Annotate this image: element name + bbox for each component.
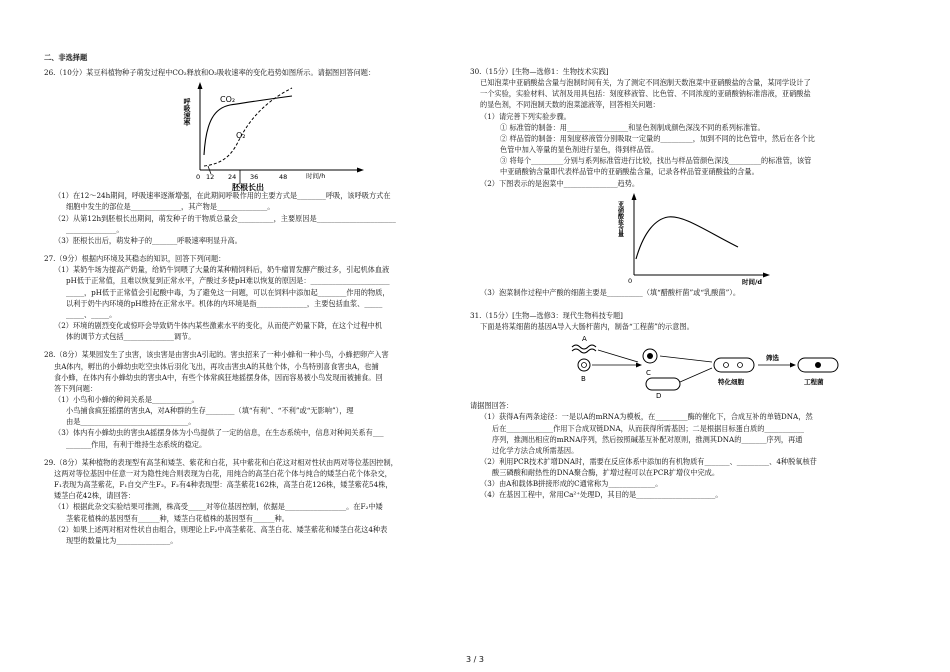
q30-line: ② 样品管的制备：用刻度移液管分别吸取一定量的_________，加到不同的比色管中，然后在各个比 xyxy=(500,133,815,143)
engineering-diagram xyxy=(570,332,870,400)
arrow-c-to-cell xyxy=(660,356,712,362)
q26-part3: （3）胚根长出后，萌发种子的_______呼吸速率明显升高。 xyxy=(54,235,242,245)
screening-label: 筛选 xyxy=(766,354,779,363)
q30-line: 已知泡菜中亚硝酸盐含量与泡制时间有关，为了测定不同泡制天数泡菜中亚硝酸盐的含量，某同学设计了 xyxy=(480,78,811,88)
special-cell-plasmid xyxy=(724,363,729,368)
co2-curve xyxy=(204,96,292,155)
section-title: 二、非选择题 xyxy=(44,53,88,62)
q26-figure xyxy=(44,78,462,193)
q28-line: 虫A体内，孵出的小蜂幼虫吃空虫体后羽化飞出，再攻击害虫A的其他个体，小鸟特别喜食害虫A，也捕 xyxy=(54,361,379,371)
nitrite-curve xyxy=(636,217,738,259)
q26-part1-line2: 细胞中发生的部位是______________，其产物是______________。 xyxy=(66,202,275,212)
recombinant-plasmid-c-insert xyxy=(647,353,653,359)
tick-12: 12 xyxy=(206,173,215,182)
right-column xyxy=(470,66,892,501)
question-28 xyxy=(44,349,462,449)
label-c: C xyxy=(646,369,651,378)
arrowhead xyxy=(636,363,642,368)
tick-24: 24 xyxy=(228,173,237,182)
q28-line: _______作用，有利于维持生态系统的稳定。 xyxy=(66,439,207,449)
x-axis-label: 时间/d xyxy=(742,277,763,286)
q30-line: 色管中加入等量的显色剂进行显色，得到样品管。 xyxy=(500,145,659,155)
y-axis-label: 亚硝酸盐含量 xyxy=(616,200,624,237)
q29-line: （1）根据此杂交实验结果可推测，株高受_____对等位基因控制，依据是_________________。在F₂中矮 xyxy=(54,502,383,512)
left-column xyxy=(44,52,462,546)
q27-line: 以利于奶牛内环境的pH维持在正常水平。机体的内环境是指______________，主要包括血浆、_____ xyxy=(66,298,383,308)
ecoli-d-icon xyxy=(646,378,680,390)
x-axis-arrow xyxy=(763,272,770,277)
label-a: A xyxy=(582,335,587,344)
q26-part2-line1: （2）从第12h到胚根长出期间，萌发种子的干物质总量会__________，主要原因是______________________ xyxy=(54,213,396,223)
page-number: 3 / 3 xyxy=(466,655,484,664)
q31-line: 31.（15分）[生物—选修3：现代生物科技专题] xyxy=(470,310,623,320)
tick-48: 48 xyxy=(279,173,288,182)
question-30 xyxy=(470,66,892,298)
q30-line: 一个实验，实验材料、试剂及用具包括：刻度移液管、比色管、不同浓度的亚硝酸钠标准溶液，亚硝酸盐 xyxy=(480,89,811,99)
special-cell-plasmid-2 xyxy=(738,363,743,368)
plasmid-b-icon xyxy=(578,359,590,371)
q27-line: _____、_____。 xyxy=(66,309,117,319)
gene-a-strand xyxy=(572,345,596,349)
q30-line: ③ 将每个_________分别与系列标准管进行比较，找出与样品管颜色深浅_________的标准管，该管 xyxy=(500,156,812,166)
q28-line: 小鸟捕食疯狂摇摆的害虫A，对A种群的生存________（填“有利”、“不利”或“无影响”），理 xyxy=(66,406,354,416)
x-axis-arrow xyxy=(357,168,364,173)
special-cell-label: 特化细胞 xyxy=(718,378,744,387)
q31-line: （3）由A和载体B拼接形成的C通常称为_____________。 xyxy=(480,479,663,489)
y-axis-arrow xyxy=(198,82,203,89)
q29-line: 这两对等位基因中任意一对为隐性纯合则表现为白花，用纯合的高茎白花个体与纯合的矮茎白花个体杂交， xyxy=(54,468,392,478)
q29-line: F₁表现为高茎紫花，F₁自交产生F₂，F₂有4种表现型：高茎紫花162株，高茎白花126株，矮茎紫花54株， xyxy=(54,480,393,490)
co2-label: CO₂ xyxy=(220,95,236,105)
q31-line: 下面是将某细菌的基因A导入大肠杆菌内，制备“工程菌”的示意图。 xyxy=(480,322,694,332)
q28-line: （3）体内有小蜂幼虫的害虫A摇摆身体为小鸟提供了一定的信息，在生态系统中，信息对种间关系有___ xyxy=(54,428,384,438)
q29-line: 29.（8分）某种植物的表现型有高茎和矮茎、紫花和白花，其中紫花和白花这对相对性状由两对等位基因控制， xyxy=(44,457,398,467)
q29-line: 现型的数量比为_______________。 xyxy=(66,535,178,545)
q31-line: 序列，推测出相应的mRNA序列，然后按照碱基互补配对原则，推测其DNA的_______序列，再通 xyxy=(492,434,803,444)
q31-line: （4）在基因工程中，常用Ca²⁺处理D，其目的是______________________。 xyxy=(480,490,723,500)
q31-figure xyxy=(470,332,892,400)
q27-line: （2）环境的剧烈变化或惊吓会导致奶牛体内某些激素水平的变化，从而使产奶量下降，在这个过程中机 xyxy=(54,321,383,331)
q27-line: 27.（9分）根据内环境及其稳态的知识，回答下列问题： xyxy=(44,254,226,264)
q30-line: 30.（15分）[生物—选修1：生物技术实践] xyxy=(470,67,609,76)
q29-line: 茎紫花植株的基因型有______种，矮茎白花植株的基因型有______种。 xyxy=(66,513,289,523)
o2-label: O₂ xyxy=(236,131,246,141)
q30-line: （3）泡菜制作过程中产酸的细菌主要是__________（填“醋酸杆菌”或“乳酸菌”）。 xyxy=(480,287,741,297)
q28-line: 食小蜂，在体内有小蜂幼虫的害虫A中，有些个体常疯狂地摇摆身体，因而容易被小鸟发现而被捕食。回 xyxy=(54,372,383,382)
q30-line: （2）下图表示的是泡菜中_______________趋势。 xyxy=(480,178,640,188)
arrow-a-to-c xyxy=(598,350,638,362)
root-emergence-label: 胚根长出 xyxy=(232,183,264,193)
q28-line: 由是______________________________。 xyxy=(66,417,196,427)
q27-line: pH低于正常值，且难以恢复到正常水平，产酸过多使pH难以恢复的原因是：______________________ xyxy=(66,276,390,286)
q30-line: 的显色剂，不同泡制天数的泡菜滤液等，回答相关问题： xyxy=(480,100,660,110)
q30-line: （1）请完善下列实验步骤。 xyxy=(480,111,571,121)
arrowhead-screening xyxy=(790,363,796,368)
question-26 xyxy=(44,67,462,246)
q29-line: （2）如果上述两对相对性状自由组合，则理论上F₂中高茎紫花、高茎白花、矮茎紫花和矮茎白花这4种表 xyxy=(54,524,388,534)
y-axis-arrow xyxy=(632,193,637,200)
q31-line: 过化学方法合成所需基因。 xyxy=(492,445,579,455)
special-cell-icon xyxy=(714,358,754,372)
q28-line: 答下列问题： xyxy=(54,383,98,393)
q28-line: 28.（8分）某果园发生了虫害，该虫害是由害虫A引起的。害虫招来了一种小蜂和一种小鸟，小蜂把卵产入害 xyxy=(44,350,389,360)
q28-line: （1）小鸟和小蜂的种间关系是___________。 xyxy=(54,394,199,404)
tick-36: 36 xyxy=(250,173,259,182)
q26-stem: 26.（10分）某豆科植物种子萌发过程中CO₂释放和O₂吸收速率的变化趋势如图所示。请据图回答问题： xyxy=(44,68,376,78)
q27-line: 体的调节方式包括______________调节。 xyxy=(66,332,196,342)
o2-curve xyxy=(204,88,292,166)
nitrite-chart xyxy=(606,191,806,287)
label-b: B xyxy=(581,375,586,384)
q30-line: ① 标准管的制备：用_________________和显色剂制成颜色深浅不同的系列标准管。 xyxy=(500,122,765,132)
y-axis-label: 呼吸速率 xyxy=(183,98,191,127)
q27-line: _____，pH低于正常值会引起酸中毒，为了避免这一问题，可以在饲料中添加起________作用的物质， xyxy=(66,287,390,297)
engineered-bacterium-label: 工程菌 xyxy=(804,378,824,387)
plasmid-b-inner xyxy=(582,363,587,368)
tick-0: 0 xyxy=(196,173,201,182)
arrow-d-to-cell xyxy=(680,368,712,382)
gene-a-strand-2 xyxy=(572,349,596,353)
question-27 xyxy=(44,253,462,342)
label-d: D xyxy=(656,392,662,401)
engineered-bacterium-plasmid xyxy=(815,362,821,368)
x-axis-unit: 时间/h xyxy=(306,172,326,181)
q31-line: （2）利用PCR技术扩增DNA时，需要在反应体系中添加的有机物质有_______、_________、4种脱氧核苷 xyxy=(480,456,817,466)
q29-line: 矮茎白花42株，请回答： xyxy=(54,491,136,501)
q31-line: 请据图回答： xyxy=(470,401,514,411)
q26-part2-line2: ______________。 xyxy=(66,224,124,234)
q27-line: （1）某奶牛场为提高产奶量，给奶牛饲喂了大量的某种精饲料后，奶牛瘤胃发酵产酸过多，引起机体血液 xyxy=(54,265,390,275)
question-31 xyxy=(470,310,892,501)
respiration-chart xyxy=(180,80,420,192)
q30-line: 中亚硝酸钠含量即代表样品管中的亚硝酸盐含量，记录各样品管亚硝酸盐的含量。 xyxy=(500,167,759,177)
question-29 xyxy=(44,457,462,546)
q30-figure xyxy=(470,189,892,287)
q31-line: （1）获得A有两条途径：一是以A的mRNA为模板，在_________酶的催化下，合成互补的单链DNA，然 xyxy=(480,412,813,422)
q26-part1-line1: （1）在12～24h期间，呼吸速率逐渐增强，在此期间呼吸作用的主要方式是________呼吸，该呼吸方式在 xyxy=(54,191,391,201)
q31-line: 酸三磷酸和耐热性的DNA聚合酶，扩增过程可以在PCR扩增仪中完成。 xyxy=(492,468,720,478)
q31-line: 后在_____________作用下合成双链DNA，从而获得所需基因；二是根据目标蛋白质的___________ xyxy=(492,423,804,433)
origin-label: 0 xyxy=(628,276,633,285)
